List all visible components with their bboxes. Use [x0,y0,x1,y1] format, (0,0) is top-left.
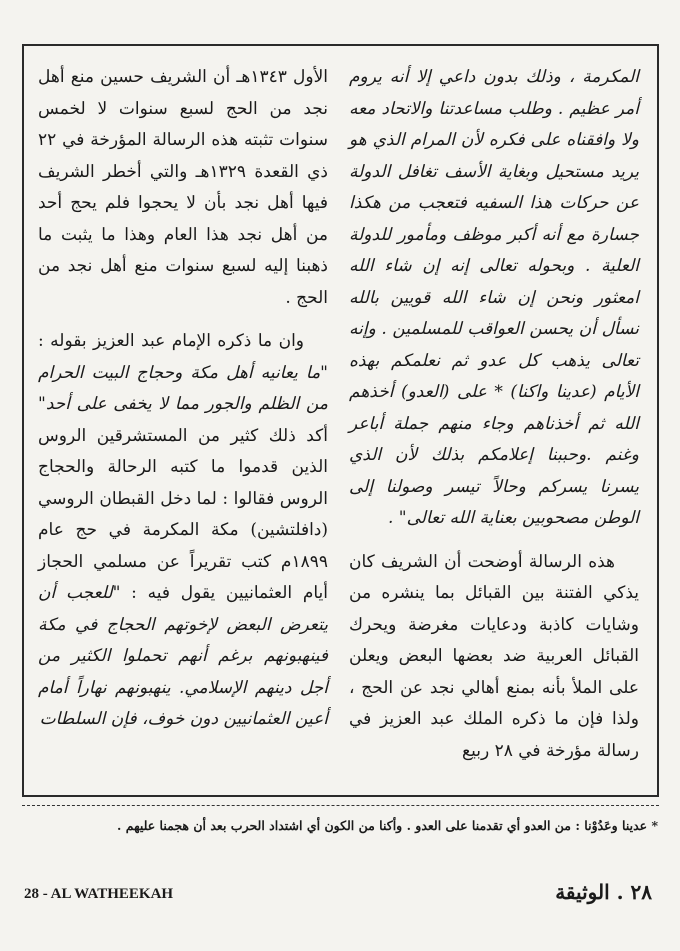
footer-arabic: ٢٨ . الوثيقة [555,880,652,904]
footer-english: 28 - AL WATHEEKAH [24,886,174,902]
left-column-paragraph-1: الأول ١٣٤٣هـ أن الشريف حسين منع أهل نجد من الحج لسبع سنوات لا لخمس سنوات تثبته هذه الرسالة المؤرخة في ٢٢ ذي القعدة ١٣٢٩هـ والتي أخطر الشريف فيها أهل نجد بأن لا يحجوا فلم يحج أحد من أهل نجد هذا العام وهذا ما يثبت ما ذهبنا إليه لسبع سنوات منع أهل نجد من الحج . [38,67,329,308]
paragraph-2-body: أكد ذلك كثير من المستشرقين الروس الذين قدموا ما كتبه الرحالة والحجاج الروس فقالوا : لما دخل القبطان الروسي (دافلتشين) مكة المكرمة في حج عام ١٨٩٩م كتب تقريراً عن مسلمي الحجاز أيام العثمانيين يقول فيه : [38,425,328,603]
right-column-paragraph-1: المكرمة ، وذلك بدون داعي إلا أنه يروم أمر عظيم . وطلب مساعدتنا والاتحاد معه ولا وافقناه على فكره لأن المرام الذي هو يريد مستحيل وبغاية الأسف تغافل الدولة عن حركات هذا السفيه فتعجب من هكذا جسارة مع أنه أكبر موظف ومأمور للدولة العلية . وبحوله تعالى إنه إن شاء الله امعثور ونحن إن شاء الله قويين بالله نسأل أن يحسن العواقب للمسلمين . وإنه تعالى يذهب كل عدو ثم نعلمكم بهذه الأيام (عدينا واكنا) * على (العدو) أخذهم الله ثم أخذناهم وجاء منهم جملة أباعر وغنم .وحببنا إعلامكم بذلك لأن الذي يسرنا يسركم وحالاً تيسر وصولنا إلى الوطن مصحوبين بعناية الله تعالى" . [349,67,639,528]
left-column-paragraph-2 [38,326,328,736]
footnote: * عدينا وعَدُوْنا : من العدو أي تقدمنا على العدو . وأكنا من الكون أي اشتداد الحرب بعد أن هجمنا عليهم . [117,818,658,833]
right-column [349,62,639,767]
left-column [38,62,328,736]
imam-quote: "ما يعانيه أهل مكة وحجاج البيت الحرام من الظلم والجور مما لا يخفى على أحد" [38,362,328,414]
page-frame [22,44,659,797]
footnote-divider [22,805,659,806]
captain-quote: "للعجب أن يتعرض البعض لإخوتهم الحجاج في مكة فينهبونهم برغم أنهم تحملوا الكثير من أجل دينهم الإسلامي. ينهبونهم نهاراً أمام أعين العثمانيين دون خوف، فإن السلطات [38,583,328,729]
right-column-paragraph-2: هذه الرسالة أوضحت أن الشريف كان يذكي الفتنة بين القبائل بما ينشره من وشايات كاذبة ودعايات مغرضة ويحرك القبائل العربية ضد بعضها البعض ويعلن على الملأ بأنه بمنع أهالي نجد عن الحج ، ولذا فإن ما ذكره الملك عبد العزيز في رسالة مؤرخة في ٢٨ ربيع [349,551,639,761]
paragraph-2-intro: وان ما ذكره الإمام عبد العزيز بقوله : [38,331,304,351]
